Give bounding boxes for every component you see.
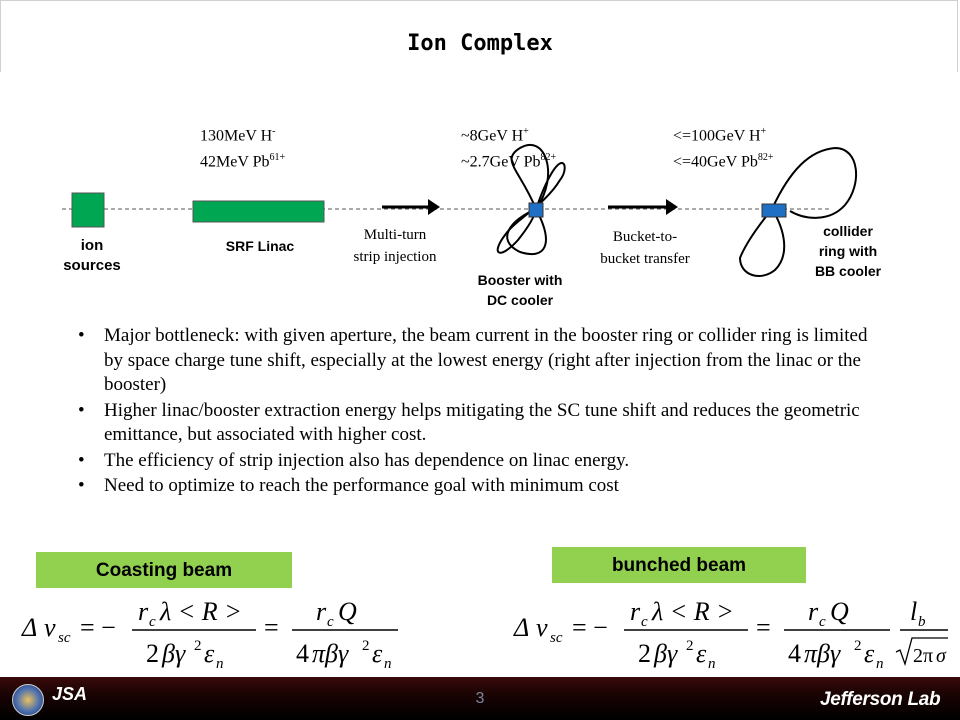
svg-text:Δ: Δ bbox=[22, 613, 38, 642]
coasting-beam-label: Coasting beam bbox=[36, 552, 292, 588]
svg-text:n: n bbox=[384, 656, 392, 670]
collider-bb-cooler bbox=[762, 204, 786, 217]
svg-text:2: 2 bbox=[194, 638, 202, 654]
svg-text:2: 2 bbox=[686, 638, 694, 654]
svg-text:ε: ε bbox=[696, 639, 707, 668]
svg-text:sc: sc bbox=[550, 630, 563, 646]
svg-text:r: r bbox=[138, 597, 149, 626]
svg-text:n: n bbox=[216, 656, 224, 670]
svg-text:4: 4 bbox=[296, 639, 309, 668]
multiturn-label: Multi-turn strip injection bbox=[353, 227, 437, 265]
jefferson-lab-logo: Jefferson Lab bbox=[820, 689, 941, 710]
svg-text:ε: ε bbox=[204, 639, 215, 668]
bullet-list bbox=[76, 324, 876, 500]
booster-dc-cooler bbox=[529, 203, 543, 217]
bunched-formula bbox=[512, 590, 952, 670]
svg-text:πβγ: πβγ bbox=[804, 639, 841, 668]
collider-energy-label: <=100GeV H+ <=40GeV $Pb^{82+}$ bbox=[673, 126, 774, 171]
svg-text:c: c bbox=[819, 614, 826, 630]
svg-text:b: b bbox=[918, 614, 926, 630]
bullet-item: • Need to optimize to reach the performance goal with minimum cost bbox=[78, 475, 619, 496]
svg-text:βγ: βγ bbox=[654, 639, 678, 668]
bunched-beam-label: bunched beam bbox=[552, 547, 806, 583]
ion-sources-label: ion sources bbox=[63, 237, 121, 274]
svg-text:r: r bbox=[630, 597, 641, 626]
bullet-item: • Major bottleneck: with given aperture, the beam current in the booster ring or collider ring is limited by space charge tune shift, especially at the lowest energy (right after injection from the linac or the booster) bbox=[78, 325, 868, 395]
transfer-label: Bucket-to- bucket transfer bbox=[600, 229, 690, 267]
svg-text:c: c bbox=[327, 614, 334, 630]
svg-text:2: 2 bbox=[146, 639, 159, 668]
svg-text:sc: sc bbox=[58, 630, 71, 646]
svg-text:= −: = − bbox=[572, 613, 608, 642]
svg-text:πβγ: πβγ bbox=[312, 639, 349, 668]
jsa-logo: JSA bbox=[52, 684, 88, 704]
svg-text:2: 2 bbox=[362, 638, 370, 654]
svg-text:βγ: βγ bbox=[162, 639, 186, 668]
svg-text:Q: Q bbox=[830, 597, 849, 626]
svg-text:ν: ν bbox=[44, 613, 56, 642]
bullet-item: • The efficiency of strip injection also has dependence on linac energy. bbox=[78, 449, 630, 471]
booster-energy-label: ~8GeV H+ ~2.7GeV $Pb^{82+}$ bbox=[461, 126, 557, 171]
injection-arrow-head bbox=[428, 199, 440, 215]
svg-text:λ < R >: λ < R > bbox=[652, 597, 734, 626]
page-number: 3 bbox=[475, 690, 485, 707]
svg-text:σ: σ bbox=[936, 645, 946, 667]
svg-text:λ < R >: λ < R > bbox=[160, 597, 242, 626]
svg-text:l: l bbox=[910, 597, 918, 626]
svg-text:Q: Q bbox=[338, 597, 357, 626]
svg-text:Δ: Δ bbox=[514, 613, 530, 642]
svg-text:4: 4 bbox=[788, 639, 801, 668]
svg-text:ε: ε bbox=[372, 639, 383, 668]
svg-text:=: = bbox=[264, 613, 279, 642]
svg-text:n: n bbox=[708, 656, 716, 670]
svg-text:2π: 2π bbox=[913, 645, 934, 667]
slide-title: Ion Complex bbox=[407, 31, 553, 56]
srf-linac-box bbox=[193, 201, 324, 222]
svg-text:n: n bbox=[876, 656, 884, 670]
svg-text:r: r bbox=[316, 597, 327, 626]
transfer-arrow-head bbox=[666, 199, 678, 215]
booster-label: Booster with DC cooler bbox=[477, 272, 563, 308]
svg-text:ε: ε bbox=[864, 639, 875, 668]
svg-text:r: r bbox=[808, 597, 819, 626]
svg-text:2: 2 bbox=[638, 639, 651, 668]
collider-label: collider ring with BB cooler bbox=[814, 223, 882, 279]
ion-source-box bbox=[72, 193, 104, 227]
svg-text:= −: = − bbox=[80, 613, 116, 642]
linac-energy-label: 130MeV H- 42MeV $Pb^{61+}$ bbox=[200, 126, 286, 171]
svg-text:=: = bbox=[756, 613, 771, 642]
svg-text:2: 2 bbox=[854, 638, 862, 654]
srf-linac-label: SRF Linac bbox=[225, 238, 295, 254]
bullet-item: • Higher linac/booster extraction energy helps mitigating the SC tune shift and reduces the geometric emittance, but associated with higher cost. bbox=[78, 399, 860, 445]
svg-text:ν: ν bbox=[536, 613, 548, 642]
coasting-formula bbox=[20, 590, 440, 670]
svg-text:c: c bbox=[149, 614, 156, 630]
svg-text:c: c bbox=[641, 614, 648, 630]
